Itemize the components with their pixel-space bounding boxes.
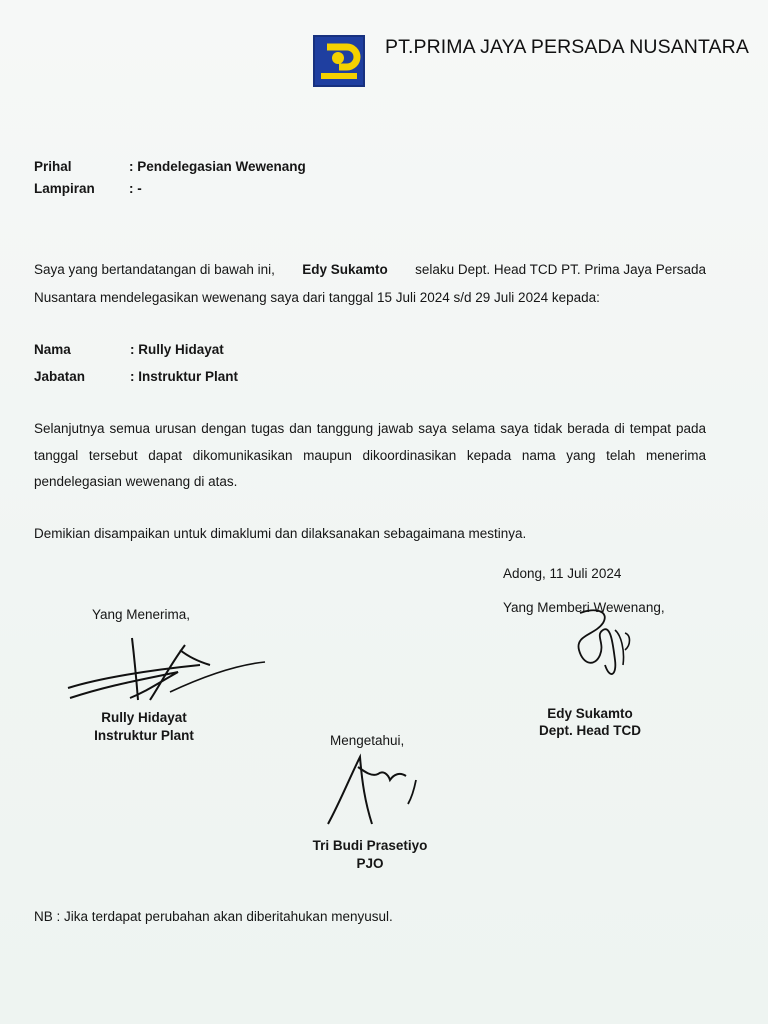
delegate-name-value: : Rully Hidayat — [130, 342, 224, 357]
attachment-label: Lampiran — [34, 181, 95, 196]
intro-name: Edy Sukamto — [302, 262, 388, 277]
subject-value: : Pendelegasian Wewenang — [129, 159, 306, 174]
receiver-name: Rully Hidayat — [101, 710, 187, 725]
witness-signature — [320, 752, 430, 832]
intro-line-1 — [34, 262, 706, 277]
intro-text-a: Saya yang bertandatangan di bawah ini, — [34, 262, 275, 277]
receiver-title: Instruktur Plant — [94, 728, 194, 743]
attachment-value: : - — [129, 181, 142, 196]
intro-text-b: selaku Dept. Head TCD PT. Prima Jaya Persada — [415, 262, 706, 277]
receiver-label: Yang Menerima, — [92, 607, 191, 622]
place-date: Adong, 11 Juli 2024 — [503, 566, 622, 581]
delegate-position-label: Jabatan — [34, 369, 86, 384]
footer-note: NB : Jika terdapat perubahan akan diberitahukan menyusul. — [34, 909, 393, 924]
subject-label: Prihal — [34, 159, 72, 174]
witness-label: Mengetahui, — [330, 733, 405, 748]
delegate-name-label: Nama — [34, 342, 71, 357]
giver-title: Dept. Head TCD — [538, 723, 641, 738]
body-paragraph: Selanjutnya semua urusan dengan tugas dan tanggung jawab saya selama saya tidak berada di tempat pada tanggal tersebut dapat dikomunikasikan maupun dikoordinasikan kepada nama yang telah menerima pendelegasian wewenang di atas. — [34, 421, 706, 489]
closing-sentence: Demikian disampaikan untuk dimaklumi dan dilaksanakan sebagaimana mestinya. — [34, 526, 527, 541]
company-name: PT.PRIMA JAYA PERSADA NUSANTARA — [385, 36, 749, 58]
logo-mark-icon — [313, 35, 365, 87]
giver-signature — [565, 605, 640, 685]
witness-title: PJO — [356, 856, 384, 871]
giver-name: Edy Sukamto — [547, 706, 633, 721]
intro-line-2: Nusantara mendelegasikan wewenang saya dari tanggal 15 Juli 2024 s/d 29 Juli 2024 kepada: — [34, 290, 600, 305]
company-logo — [313, 35, 365, 87]
witness-name: Tri Budi Prasetiyo — [312, 838, 428, 853]
delegate-position-value: : Instruktur Plant — [130, 369, 239, 384]
giver-label: Yang Memberi Wewenang, — [503, 600, 665, 615]
receiver-signature — [60, 630, 270, 710]
